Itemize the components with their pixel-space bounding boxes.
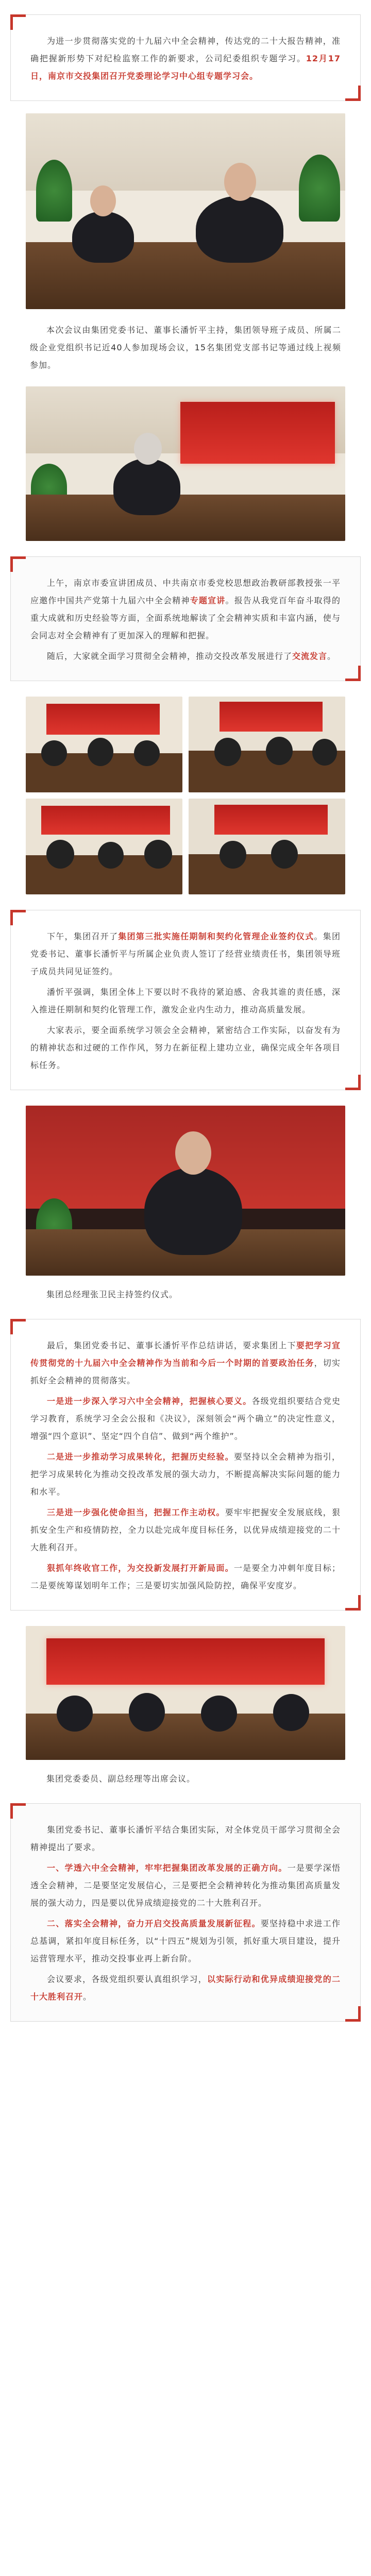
frame-corner-decoration	[10, 1319, 26, 1334]
lecture-paragraph: 上午，南京市委宣讲团成员、中共南京市委党校思想政治教研部教授张一平应邀作中国共产党第十九届六中全会精神专题宣讲。报告从我党百年奋斗取得的重大成就和历史经验等方面，全面系统地解读了全会精神实质和丰富内涵，使与会同志对全会精神有了更加深入的理解和把握。	[30, 578, 341, 640]
summary-frame	[10, 1319, 361, 1611]
signing-frame	[10, 910, 361, 1090]
requirements-point: 一、学透六中全会精神，牢牢把握集团改革发展的正确方向。一是要学深悟透全会精神，二是要坚定发展信心，三是要把全会精神转化为推动集团高质量发展的强大动力，四是要以优异成绩迎接党的二十大胜利召开。	[30, 1863, 341, 1908]
requirements-paragraph: 集团党委书记、董事长潘忻平结合集团实际，对全体党员干部学习贯彻全会精神提出了要求。	[30, 1825, 341, 1852]
summary-point: 狠抓年终收官工作，为交投新发展打开新局面。一是要全力冲刺年度目标；二是要统筹谋划明年工作；三是要切实加强风险防控，确保平安度岁。	[30, 1563, 341, 1590]
intro-paragraph: 为进一步贯彻落实党的十九届六中全会精神，传达党的二十大报告精神，准确把握新形势下对纪检监察工作的新要求，公司纪委组织专题学习。12月17日，南京市交投集团召开党委理论学习中心组专题学习会。	[30, 36, 341, 81]
frame-corner-decoration	[345, 2006, 361, 2022]
frame-corner-decoration	[10, 910, 26, 925]
requirements-point: 二、落实全会精神，奋力开启交投高质量发展新征程。要坚持稳中求进工作总基调，紧扣年度目标任务，以“十四五”规划为引领，抓好重大项目建设，提升运营管理水平，推动交投事业再上新台阶。	[30, 1919, 341, 1963]
grid-photo	[189, 799, 345, 894]
signing-paragraph: 下午，集团召开了集团第三批实施任期制和契约化管理企业签约仪式。集团党委书记、董事长潘忻平与所属企业负责人签订了经营业绩责任书，集团领导班子成员共同见证签约。	[30, 931, 341, 976]
grid-photo	[26, 799, 182, 894]
summary-paragraph: 最后，集团党委书记、董事长潘忻平作总结讲话，要求集团上下要把学习宣传贯彻党的十九届六中全会精神作为当前和今后一个时期的首要政治任务，切实抓好全会精神的贯彻落实。	[30, 1341, 341, 1385]
frame-corner-decoration	[345, 86, 361, 101]
intro-frame	[10, 14, 361, 101]
frame-corner-decoration	[10, 1803, 26, 1819]
requirements-frame	[10, 1803, 361, 2022]
photo-caption: 集团党委委员、副总经理等出席会议。	[46, 1774, 196, 1784]
frame-corner-decoration	[345, 1595, 361, 1611]
exchange-paragraph: 随后，大家就全面学习贯彻全会精神，推动交投改革发展进行了交流发言。	[47, 651, 336, 661]
summary-point: 三是进一步强化使命担当，把握工作主动权。要牢牢把握安全发展底线，狠抓安全生产和疫情防控，全力以赴完成年度目标任务，以优异成绩迎接党的二十大胜利召开。	[30, 1507, 341, 1552]
speaker-photo	[26, 1106, 345, 1276]
signing-paragraph: 潘忻平强调，集团全体上下要以时不我待的紧迫感、舍我其谁的责任感，深入推进任期制和契约化管理工作，激发企业内生动力，推动高质量发展。	[30, 987, 341, 1014]
summary-point: 一是进一步深入学习六中全会精神，把握核心要义。各级党组织要结合党史学习教育，系统学习全会公报和《决议》，深刻领会“两个确立”的决定性意义，增强“四个意识”、坚定“四个自信”、做到“两个维护”。	[30, 1396, 341, 1441]
signing-paragraph: 大家表示，要全面系统学习领会全会精神，紧密结合工作实际，以奋发有为的精神状态和过硬的工作作风，努力在新征程上建功立业，确保完成全年各项目标任务。	[30, 1025, 341, 1070]
frame-corner-decoration	[10, 14, 26, 30]
photo-caption: 集团总经理张卫民主持签约仪式。	[46, 1290, 178, 1299]
grid-photo	[189, 697, 345, 792]
grid-photo	[26, 697, 182, 792]
meeting-photo	[26, 113, 345, 309]
lecture-photo	[26, 386, 345, 541]
frame-corner-decoration	[345, 1075, 361, 1090]
frame-corner-decoration	[345, 666, 361, 681]
photo-caption: 本次会议由集团党委书记、董事长潘忻平主持，集团领导班子成员、所属二级企业党组织书记近40人参加现场会议，15名集团党支部书记等通过线上视频参加。	[30, 325, 341, 370]
frame-corner-decoration	[10, 556, 26, 572]
lecture-frame	[10, 556, 361, 681]
summary-point: 二是进一步推动学习成果转化，把握历史经验。要坚持以全会精神为指引，把学习成果转化为推动交投改革发展的强大动力，不断提高解决实际问题的能力和水平。	[30, 1452, 341, 1497]
conference-photo	[26, 1626, 345, 1760]
photo-grid	[26, 697, 345, 894]
requirements-paragraph: 会议要求，各级党组织要认真组织学习，以实际行动和优异成绩迎接党的二十大胜利召开。	[30, 1974, 341, 2002]
